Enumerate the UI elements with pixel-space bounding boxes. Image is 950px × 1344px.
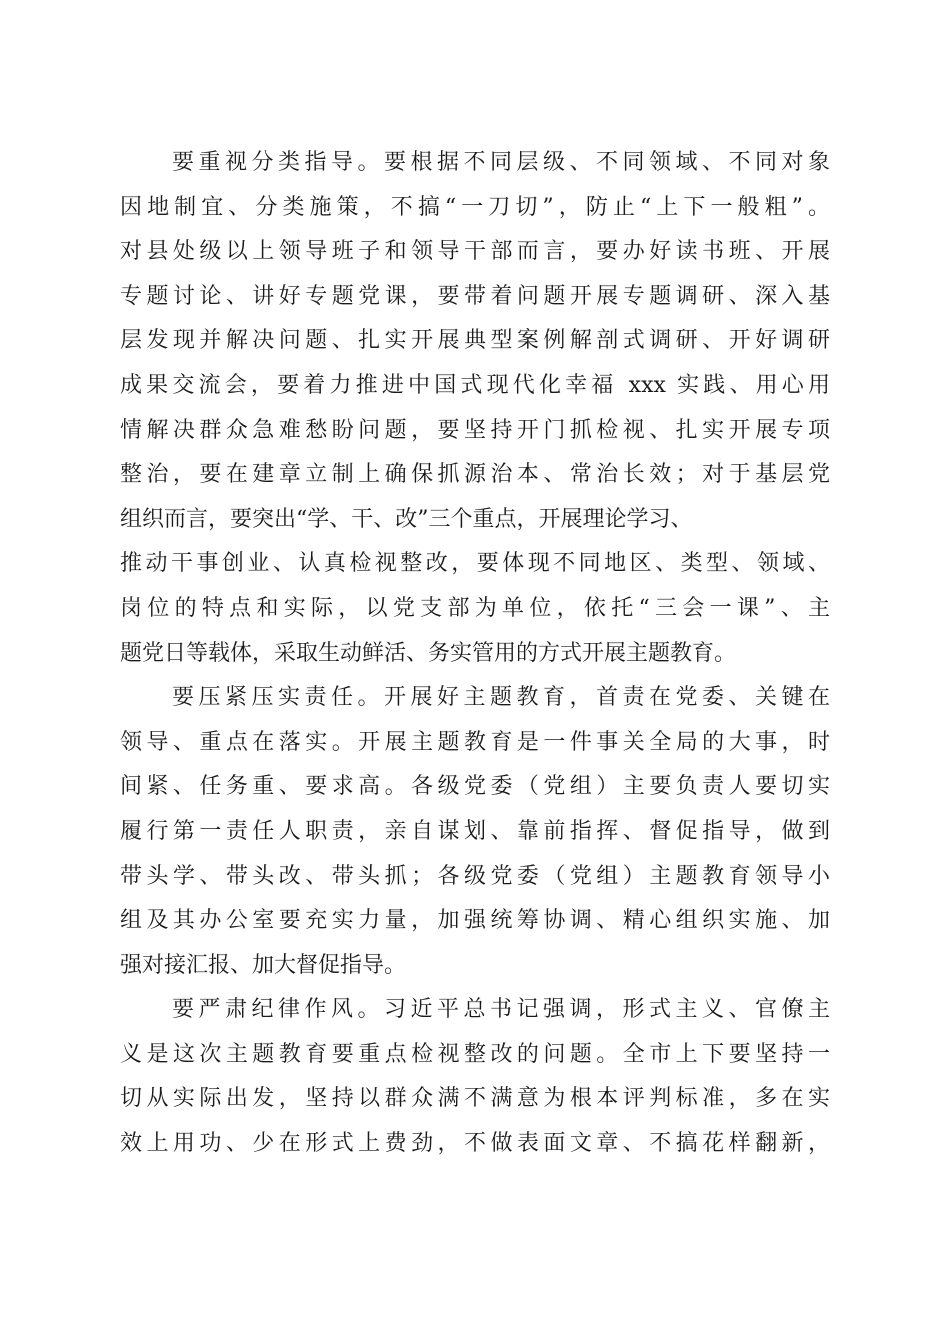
text-line: 推动干事创业、认真检视整改，要体现不同地区、类型、领域、 bbox=[120, 551, 830, 577]
text-line: 要严肃纪律作风。习近平总书记强调，形式主义、官僚主 bbox=[172, 997, 830, 1023]
text-line: 情解决群众急难愁盼问题，要坚持开门抓检视、扎实开展专项 bbox=[120, 417, 830, 443]
text-line: 组及其办公室要充实力量，加强统筹协调、精心组织实施、加 bbox=[120, 908, 830, 934]
text-line: 要压紧压实责任。开展好主题教育，首责在党委、关键在 bbox=[172, 685, 830, 711]
text-line: 层发现并解决问题、扎实开展典型案例解剖式调研、开好调研 bbox=[120, 328, 830, 354]
text-line: 整治，要在建章立制上确保抓源治本、常治长效；对于基层党 bbox=[120, 462, 830, 488]
text-line: 履行第一责任人职责，亲自谋划、靠前指挥、督促指导，做到 bbox=[120, 818, 830, 844]
text-line: 因地制宜、分类施策，不搞“一刀切”，防止“上下一般粗”。 bbox=[120, 194, 830, 220]
text-line: 要重视分类指导。要根据不同层级、不同领域、不同对象 bbox=[172, 150, 830, 175]
text-line: 组织而言，要突出“学、干、改”三个重点，开展理论学习、 bbox=[120, 506, 693, 532]
paragraph-responsibility bbox=[120, 676, 830, 988]
text-line: 义是这次主题教育要重点检视整改的问题。全市上下要坚持一 bbox=[120, 1041, 830, 1067]
document-body bbox=[120, 141, 830, 1167]
text-line: 切从实际出发，坚持以群众满不满意为根本评判标准，多在实 bbox=[120, 1086, 830, 1112]
text-line: 成果交流会，要着力推进中国式现代化幸福 xxx 实践、用心用 bbox=[120, 372, 830, 398]
text-line: 间紧、任务重、要求高。各级党委（党组）主要负责人要切实 bbox=[120, 774, 830, 800]
text-line: 强对接汇报、加大督促指导。 bbox=[120, 952, 407, 978]
text-line: 岗位的特点和实际，以党支部为单位，依托“三会一课”、主 bbox=[120, 595, 830, 621]
paragraph-classified-guidance bbox=[120, 141, 830, 676]
paragraph-discipline bbox=[120, 988, 830, 1166]
text-line: 带头学、带头改、带头抓；各级党委（党组）主题教育领导小 bbox=[120, 863, 830, 889]
text-line: 效上用功、少在形式上费劲，不做表面文章、不搞花样翻新， bbox=[120, 1131, 830, 1157]
text-line: 专题讨论、讲好专题党课，要带着问题开展专题调研、深入基 bbox=[120, 283, 830, 309]
text-line: 领导、重点在落实。开展主题教育是一件事关全局的大事，时 bbox=[120, 729, 830, 755]
text-line: 题党日等载体，采取生动鲜活、务实管用的方式开展主题教育。 bbox=[120, 640, 737, 666]
text-line: 对县处级以上领导班子和领导干部而言，要办好读书班、开展 bbox=[120, 239, 830, 265]
